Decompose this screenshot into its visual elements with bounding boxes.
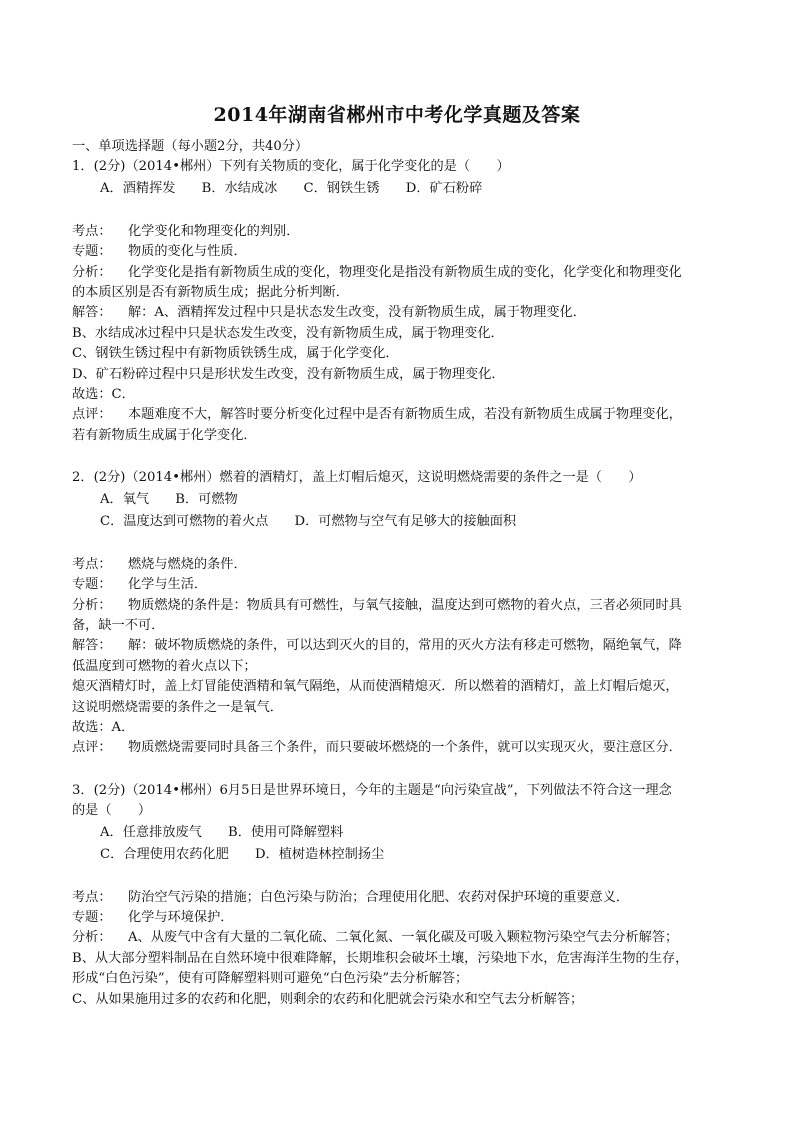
question-1 (72, 157, 722, 446)
option-a: A．酒精挥发 (100, 180, 176, 196)
fenxi-text-c: C、从如果施用过多的农药和化肥，则剩余的农药和化肥就会污染水和空气去分析解答； (72, 991, 584, 1007)
jieda-label: 解答： (72, 638, 112, 654)
fenxi-label: 分析： (72, 264, 112, 280)
option-d: D．植树造林控制扬尘 (254, 846, 385, 862)
jieda-text: 解：A、酒精挥发过程中只是状态发生改变，没有新物质生成，属于物理变化． (128, 305, 586, 321)
fenxi-text-cont: 的本质区别是否有新物质生成；据此分析判断． (72, 285, 349, 301)
zhuanti-text: 化学与环境保护． (128, 909, 234, 925)
kaodian-label: 考点： (72, 556, 112, 572)
question-2 (72, 468, 722, 758)
dianping-text: 本题难度不大，解答时要分析变化过程中是否有新物质生成，若没有新物质生成属于物理变化， (128, 407, 682, 423)
option-c: C．合理使用农药化肥 (100, 846, 229, 862)
option-b: B．使用可降解塑料 (228, 824, 344, 840)
document-title: 2014年湖南省郴州市中考化学真题及答案 (213, 104, 581, 126)
options-row (72, 822, 722, 844)
question-stem: 3．(2分)（2014•郴州）6月5日是世界环境日，今年的主题是“向污染宣战”，下列做法不符合这一理念 (72, 782, 672, 798)
question-stem-cont: 的是（ ） (72, 803, 152, 819)
answer-choice: 故选：A． (72, 719, 135, 735)
jieda-text-b: B、水结成冰过程中只是状态发生改变，没有新物质生成，属于物理变化． (72, 325, 504, 341)
question-stem: 1．(2分)（2014•郴州）下列有关物质的变化，属于化学变化的是（ ） (72, 159, 510, 175)
question-stem: 2．(2分)（2014•郴州）燃着的酒精灯，盖上灯帽后熄灭，这说明燃烧需要的条件之一是（ ） (72, 470, 642, 486)
option-c: C．温度达到可燃物的着火点 (100, 513, 269, 529)
jieda-label: 解答： (72, 305, 112, 321)
fenxi-text-b: B、从大部分塑料制品在自然环境中很难降解，长期堆积会破坏土壤，污染地下水，危害海洋生物的生存， (72, 950, 689, 966)
jieda-text-d: D、矿石粉碎过程中只是形状发生改变，没有新物质生成，属于物理变化． (72, 366, 505, 382)
document-page (72, 100, 722, 1010)
options-row (72, 178, 722, 200)
fenxi-label: 分析： (72, 930, 112, 946)
kaodian-text: 化学变化和物理变化的判别． (128, 223, 300, 239)
option-d: D．矿石粉碎 (405, 180, 483, 196)
option-b: B．可燃物 (175, 491, 238, 507)
option-d: D．可燃物与空气有足够大的接触面积 (294, 513, 517, 529)
kaodian-text: 防治空气污染的措施；白色污染与防治；合理使用化肥、农药对保护环境的重要意义． (128, 889, 630, 905)
kaodian-text: 燃烧与燃烧的条件． (128, 556, 247, 572)
fenxi-label: 分析： (72, 597, 112, 613)
dianping-label: 点评： (72, 740, 112, 756)
options-row (72, 511, 722, 533)
dianping-text: 物质燃烧需要同时具备三个条件，而只要破坏燃烧的一个条件，就可以实现灭火，要注意区分． (128, 740, 682, 756)
zhuanti-label: 专题： (72, 909, 112, 925)
answer-choice: 故选：C． (72, 387, 135, 403)
fenxi-text: 化学变化是指有新物质生成的变化，物理变化是指没有新物质生成的变化，化学变化和物理变化 (128, 264, 682, 280)
options-row (72, 489, 722, 511)
section-heading: 一、单项选择题（每小题2分，共40分） (72, 139, 309, 154)
option-c: C．钢铁生锈 (303, 180, 380, 196)
options-row (72, 844, 722, 866)
jieda-text-b: 低温度到可燃物的着火点以下； (72, 658, 257, 674)
dianping-text-cont: 若有新物质生成属于化学变化． (72, 427, 257, 443)
option-a: A．氧气 (100, 491, 150, 507)
fenxi-text: 物质燃烧的条件是：物质具有可燃性，与氧气接触，温度达到可燃物的着火点，三者必须同时具 (128, 597, 682, 613)
jieda-text-c: C、钢铁生锈过程中有新物质铁锈生成，属于化学变化． (72, 346, 399, 362)
zhuanti-label: 专题： (72, 244, 112, 260)
zhuanti-label: 专题： (72, 577, 112, 593)
jieda-text-d: 这说明燃烧需要的条件之一是氧气． (72, 699, 283, 715)
option-a: A．任意排放废气 (100, 824, 202, 840)
question-3 (72, 781, 722, 1010)
kaodian-label: 考点： (72, 889, 112, 905)
dianping-label: 点评： (72, 407, 112, 423)
fenxi-text-b-cont: 形成“白色污染”，使有可降解塑料则可避免“白色污染”去分析解答； (72, 971, 469, 987)
option-b: B．水结成冰 (201, 180, 278, 196)
fenxi-text-cont: 备，缺一不可． (72, 617, 165, 633)
zhuanti-text: 物质的变化与性质． (128, 244, 247, 260)
jieda-text: 解：破坏物质燃烧的条件，可以达到灭火的目的，常用的灭火方法有移走可燃物，隔绝氧气，降 (128, 638, 682, 654)
jieda-text-c: 熄灭酒精灯时，盖上灯冒能使酒精和氧气隔绝，从而使酒精熄灭．所以燃着的酒精灯，盖上灯帽后熄灭， (72, 679, 679, 695)
kaodian-label: 考点： (72, 223, 112, 239)
zhuanti-text: 化学与生活． (128, 577, 208, 593)
fenxi-text: A、从废气中含有大量的二氧化硫、二氧化氮、一氧化碳及可吸入颗粒物污染空气去分析解答； (128, 930, 679, 946)
